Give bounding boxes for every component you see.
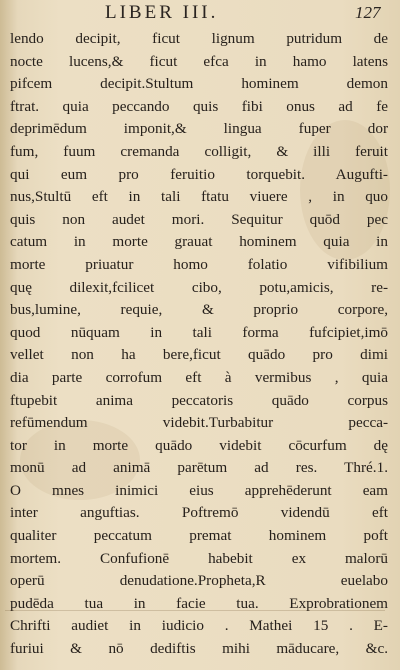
- text-line: tor in morte quādo videbit cōcurfum dę: [10, 436, 388, 454]
- running-title: LIBER III.: [105, 2, 219, 23]
- text-line: mortem. Confufionē habebit ex malorū: [10, 549, 388, 567]
- text-line: dia parte corrofum eft à vermibus , quia: [10, 368, 388, 386]
- text-line: quod nūquam in tali forma fufcipiet,imō: [10, 323, 388, 341]
- text-line: nus,Stultū eft in tali ftatu viuere , in quo: [10, 188, 388, 206]
- text-line: operū denudatione.Propheta,R euelabo: [10, 572, 388, 590]
- text-line: deprimēdum imponit,& lingua fuper dor: [10, 120, 388, 138]
- text-line: qualiter peccatum premat hominem poft: [10, 527, 388, 545]
- text-line: pifcem decipit.Stultum hominem demon: [10, 75, 388, 93]
- text-line: qui eum pro feruitio torquebit. Augufti-: [10, 165, 388, 183]
- page-header: [0, 2, 400, 26]
- text-line: fum, fuum cremanda colligit, & illi feruit: [10, 142, 388, 160]
- body-text: [10, 28, 388, 661]
- text-line: refūmendum videbit.Turbabitur pecca-: [10, 414, 388, 432]
- text-line: vellet non ha bere,ficut quādo pro dimi: [10, 346, 388, 364]
- text-line: nocte lucens,& ficut efca in hamo latens: [10, 52, 388, 70]
- text-line: pudēda tua in facie tua. Exprobrationem: [10, 594, 388, 612]
- text-line: furiui & nō dediftis mihi māducare, &c.: [10, 640, 388, 658]
- text-line: catum in morte grauat hominem quia in: [10, 233, 388, 251]
- text-line: quę dilexit,fcilicet cibo, potu,amicis, re-: [10, 278, 388, 296]
- text-line: lendo decipit, ficut lignum putridum de: [10, 30, 388, 47]
- page-fold-line: [5, 610, 385, 611]
- text-line: inter anguftias. Poftremō videndū eft: [10, 504, 388, 522]
- text-line: O mnes inimici eius apprehēderunt eam: [10, 481, 388, 499]
- text-line: ftrat. quia peccando quis fibi onus ad fe: [10, 97, 388, 115]
- text-line: bus,lumine, requie, & proprio corpore,: [10, 301, 388, 319]
- text-line: quis non audet mori. Sequitur quōd pec: [10, 210, 388, 228]
- text-line: Chrifti audiet in iudicio . Mathei 15 . E-: [10, 617, 388, 635]
- text-line: morte priuatur homo folatio vifibilium: [10, 255, 388, 273]
- page-number: 127: [355, 3, 381, 22]
- text-line: ftupebit anima peccatoris quādo corpus: [10, 391, 388, 409]
- text-line: monū ad animā parētum ad res. Thré.1.: [10, 459, 388, 477]
